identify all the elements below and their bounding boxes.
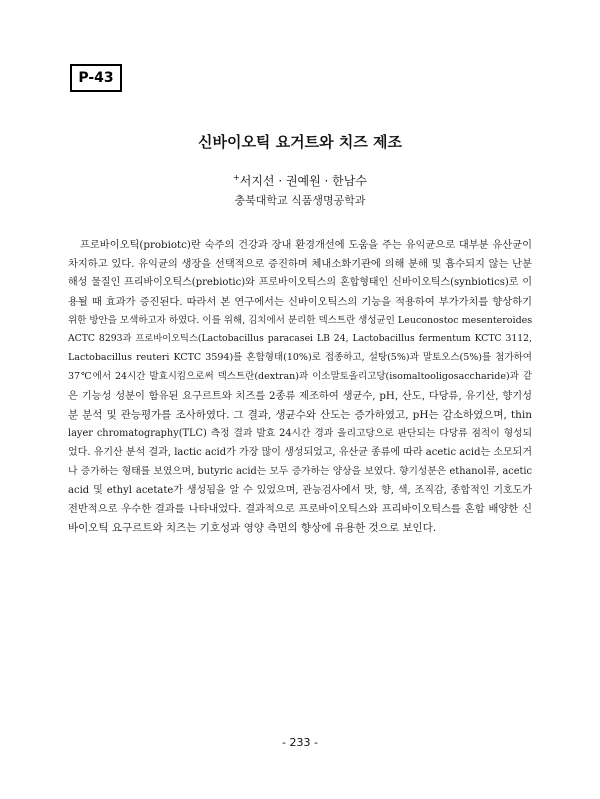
- abstract-body: [68, 236, 532, 538]
- author-list: [0, 172, 600, 189]
- abstract-line: acid 및 ethyl acetate가 생성됨을 알 수 있었으며, 관능검사에서 맛, 향, 색, 조직감, 종합적인 기호도가: [68, 484, 532, 496]
- poster-id-label: P-43: [70, 64, 122, 92]
- corresponding-author-mark: +: [233, 173, 240, 182]
- abstract-line: 전반적으로 우수한 결과를 나타내었다. 결과적으로 프로바이오틱스와 프리바이오틱스를 혼합 배양한 신: [68, 503, 532, 516]
- affiliation: 충북대학교 식품생명공학과: [234, 194, 366, 207]
- abstract-line: 해성 물질인 프리바이오틱스(prebiotic)와 프로바이오틱스의 혼합형태인 신바이오틱스(synbiotics)로 이: [68, 276, 532, 288]
- abstract-line: layer chromatography(TLC) 측정 결과 발효 24시간 경과 올리고당으로 판단되는 다당류 점적이 형성되: [68, 427, 532, 439]
- abstract-line: 은 기능성 성분이 함유된 요구르트와 치즈를 2종류 제조하여 생균수, pH, 산도, 다당류, 유기산, 향기성: [68, 390, 532, 403]
- author-names: 서지선 · 권예원 · 한남수: [239, 174, 367, 188]
- page-title: 신바이오틱 요거트와 치즈 제조: [197, 133, 403, 151]
- abstract-line: ACTC 8293과 프로바이오틱스(Lactobacillus paracasei LB 24, Lactobacillus fermentum KCTC 3112,: [68, 333, 532, 345]
- abstract-line: 프로바이오틱(probiotc)란 숙주의 건강과 장내 환경개선에 도움을 주는 유익균으로 대부분 유산균이: [80, 239, 532, 251]
- abstract-line: 용될 때 효과가 증진된다. 따라서 본 연구에서는 신바이오틱스의 기능을 적용하여 부가가치를 향상하기: [68, 295, 532, 308]
- abstract-line: 위한 방안을 모색하고자 하였다. 이를 위해, 김치에서 분리한 덱스트란 생성균인 Leuconostoc mesenteroides: [68, 314, 532, 326]
- page-number: - 233 -: [282, 736, 318, 749]
- abstract-line: Lactobacillus reuteri KCTC 3594)를 혼합형태(10%)로 접종하고, 설탕(5%)과 말토오스(5%)를 첨가하여: [68, 352, 532, 364]
- abstract-line: 37℃에서 24시간 발효시킴으로써 덱스트란(dextran)과 이소말토올리고당(isomaltooligosaccharide)과 같: [68, 371, 532, 383]
- abstract-line: 바이오틱 요구르트와 치즈는 기호성과 영양 측면의 향상에 유용한 것으로 보인다.: [68, 522, 437, 535]
- abstract-line: 나 증가하는 형태를 보였으며, butyric acid는 모두 증가하는 양상을 보였다. 향기성분은 ethanol류, acetic: [68, 465, 532, 477]
- abstract-line: 차지하고 있다. 유익균의 생장을 선택적으로 증진하며 체내소화기관에 의해 분해 및 흡수되지 않는 난분: [68, 257, 532, 270]
- abstract-line: 었다. 유기산 분석 결과, lactic acid가 가장 많이 생성되었고, 유산균 종류에 따라 acetic acid는 소모되거: [68, 446, 532, 458]
- abstract-line: 분 분석 및 관능평가를 조사하였다. 그 결과, 생균수와 산도는 증가하였고, pH는 감소하였으며, thin: [68, 409, 532, 422]
